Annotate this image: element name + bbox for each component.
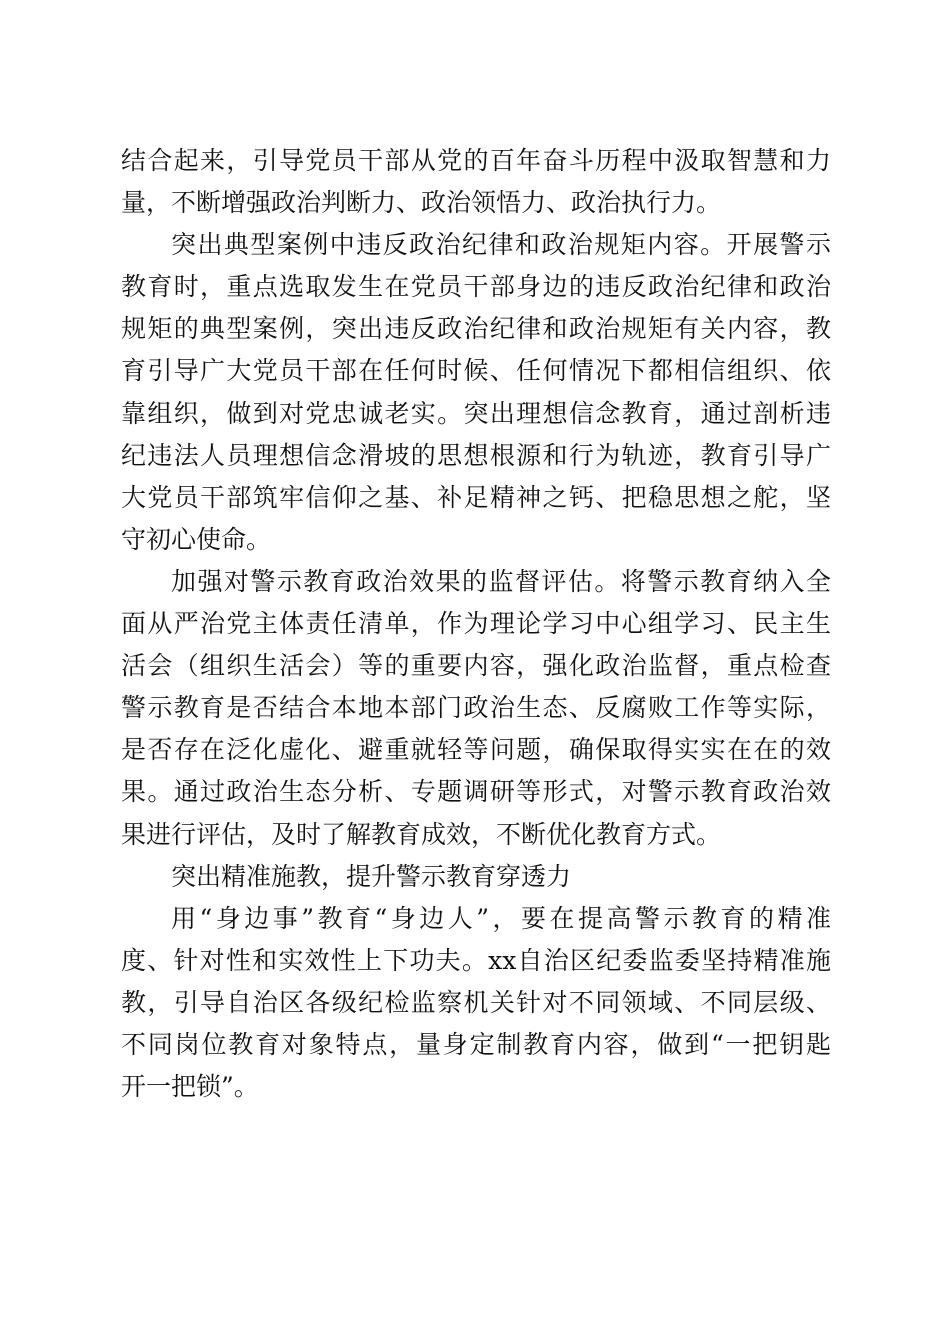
text-line: 教育时，重点选取发生在党员干部身边的违反政治纪律和政治 <box>121 272 831 302</box>
text-line: 教，引导自治区各级纪检监察机关针对不同领域、不同层级、 <box>121 987 831 1017</box>
text-line: 活会（组织生活会）等的重要内容，强化政治监督，重点检查 <box>121 651 831 681</box>
text-line: 突出精准施教，提升警示教育穿透力 <box>171 861 572 891</box>
document-body <box>121 140 831 1108</box>
text-line: 度、针对性和实效性上下功夫。xx自治区纪委监委坚持精准施 <box>121 945 831 975</box>
paragraph-people-around <box>121 898 831 1108</box>
text-line: 守初心使命。 <box>121 524 272 554</box>
text-line: 育引导广大党员干部在任何时候、任何情况下都相信组织、依 <box>121 356 831 386</box>
text-line: 纪违法人员理想信念滑坡的思想根源和行为轨迹，教育引导广 <box>121 440 831 470</box>
text-line: 开一把锁”。 <box>121 1072 259 1102</box>
text-line: 果。通过政治生态分析、专题调研等形式，对警示教育政治效 <box>121 777 831 807</box>
text-line: 加强对警示教育政治效果的监督评估。将警示教育纳入全 <box>171 566 831 596</box>
paragraph-continuation <box>121 140 831 224</box>
paragraph-political-discipline <box>121 224 831 561</box>
text-line: 用“身边事”教育“身边人”，要在提高警示教育的精准 <box>171 903 831 933</box>
paragraph-supervision-evaluation <box>121 561 831 856</box>
text-line: 规矩的典型案例，突出违反政治纪律和政治规矩有关内容，教 <box>121 314 831 344</box>
text-line: 警示教育是否结合本地本部门政治生态、反腐败工作等实际， <box>121 693 831 723</box>
text-line: 量，不断增强政治判断力、政治领悟力、政治执行力。 <box>121 188 722 218</box>
text-line: 结合起来，引导党员干部从党的百年奋斗历程中汲取智慧和力 <box>121 146 831 175</box>
text-line: 不同岗位教育对象特点，量身定制教育内容，做到“一把钥匙 <box>121 1029 831 1059</box>
text-line: 是否存在泛化虚化、避重就轻等问题，确保取得实实在在的效 <box>121 735 831 765</box>
section-heading-precise-education <box>121 856 831 898</box>
text-line: 果进行评估，及时了解教育成效，不断优化教育方式。 <box>121 819 722 849</box>
text-line: 突出典型案例中违反政治纪律和政治规矩内容。开展警示 <box>171 230 831 260</box>
text-line: 靠组织，做到对党忠诚老实。突出理想信念教育，通过剖析违 <box>121 398 831 428</box>
text-line: 面从严治党主体责任清单，作为理论学习中心组学习、民主生 <box>121 609 831 639</box>
text-line: 大党员干部筑牢信仰之基、补足精神之钙、把稳思想之舵，坚 <box>121 482 831 512</box>
